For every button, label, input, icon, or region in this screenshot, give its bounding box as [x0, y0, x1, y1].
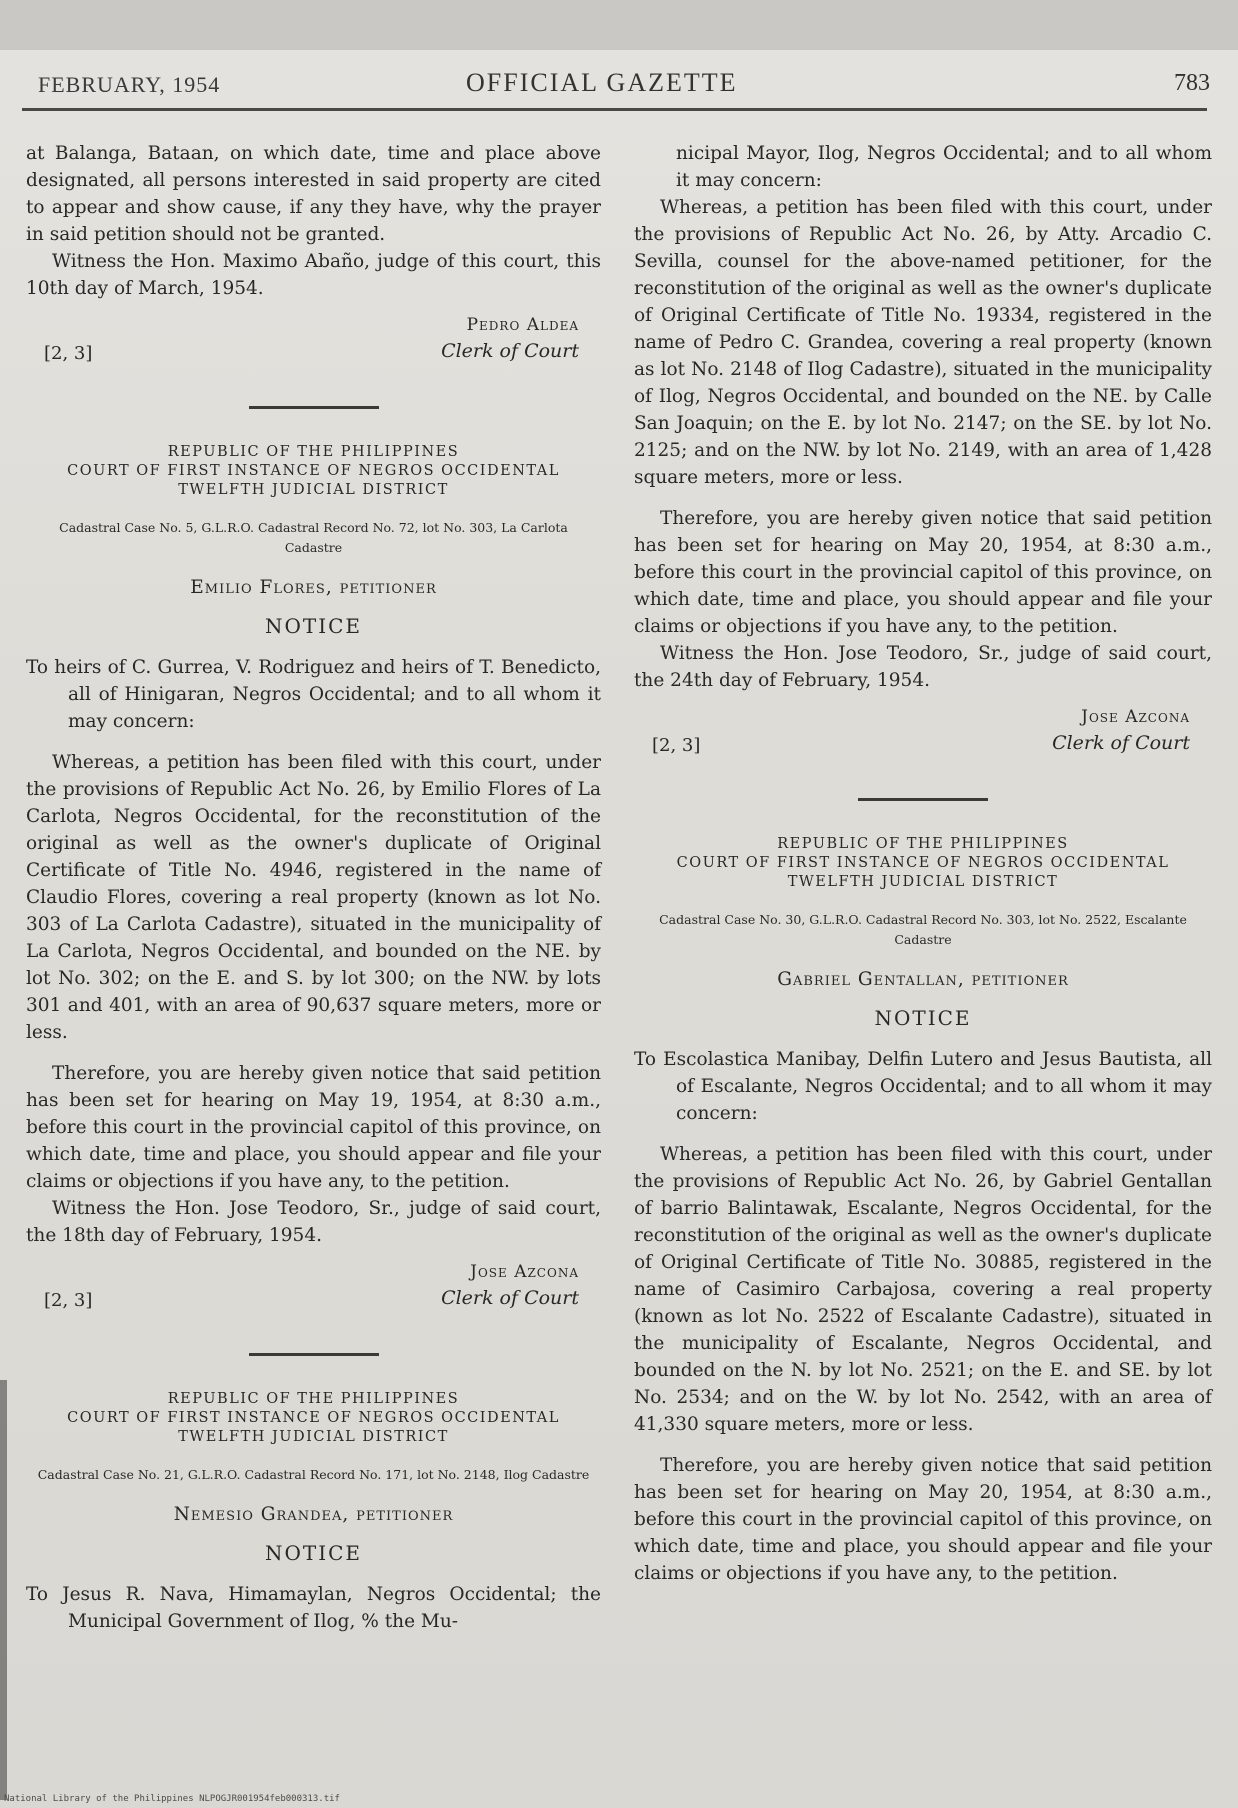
therefore-paragraph: Therefore, you are hereby given notice that said petition has been set for hearing on May 20, 1954, at 8:30 a.m., before this court in the provincial capitol of this province, on which date, time and place, you should appear and file your claims or objections if you have any, to the petition. — [634, 508, 1212, 637]
header-title: OFFICIAL GAZETTE — [466, 68, 738, 97]
signature-title: Clerk of Court — [441, 340, 579, 362]
issue-ref: [2, 3] — [44, 343, 93, 364]
header-date: FEBRUARY, 1954 — [38, 72, 221, 97]
scan-top-band — [0, 0, 1238, 50]
carryover-witness: Witness the Hon. Maximo Abaño, judge of this court, this 10th day of March, 1954. — [26, 251, 601, 299]
signature-title: Clerk of Court — [1052, 732, 1190, 754]
court-line-3: TWELFTH JUDICIAL DISTRICT — [178, 1429, 449, 1445]
notice-heading: NOTICE — [264, 614, 363, 638]
notice-signature — [26, 1259, 601, 1317]
notice-grandea — [26, 1390, 601, 1635]
page-header — [30, 64, 1210, 104]
case-reference: Cadastral Case No. 21, G.L.R.O. Cadastral Record No. 171, lot No. 2148, Ilog Cadastre — [37, 1467, 590, 1482]
header-rule — [22, 108, 1207, 111]
left-column — [26, 140, 601, 1635]
therefore-paragraph: Therefore, you are hereby given notice that said petition has been set for hearing on May 19, 1954, at 8:30 a.m., before this court in the provincial capitol of this province, on which date, time and place, you should appear and file your claims or objections if you have any, to the petition. — [26, 1063, 601, 1192]
notice-addressees-continued: nicipal Mayor, Ilog, Negros Occidental; and to all whom it may concern: — [676, 143, 1212, 191]
court-line-1: REPUBLIC OF THE PHILIPPINES — [777, 836, 1069, 852]
scan-footer: National Library of the Philippines NLPOGJR001954feb000313.tif — [4, 1794, 340, 1804]
notice-heading: NOTICE — [264, 1541, 363, 1565]
section-divider — [858, 798, 988, 801]
notice-heading: NOTICE — [874, 1006, 972, 1030]
therefore-paragraph: Therefore, you are hereby given notice that said petition has been set for hearing on May 20, 1954, at 8:30 a.m., before this court in the provincial capitol of this province, on which date, time and place, you should appear and file your claims or objections if you have any, to the petition. — [634, 1455, 1212, 1584]
court-line-3: TWELFTH JUDICIAL DISTRICT — [178, 482, 449, 498]
notice-gentallan — [634, 835, 1212, 1587]
header-page-number: 783 — [1174, 70, 1210, 96]
whereas-paragraph: Whereas, a petition has been filed with this court, under the provisions of Republic Act No. 26, by Atty. Arcadio C. Sevilla, counsel for the above-named petitioner, for the reconstitution of the original as well as the owner's duplicate of Original Certificate of Title No. 19334, registered in the name of Pedro C. Grandea, covering a real property (known as lot No. 2148 of Ilog Cadastre), situated in the municipality of Ilog, Negros Occidental, and bounded on the NE. by Calle San Joaquin; on the E. by lot No. 2147; on the SE. by lot No. 2125; and on the NW. by lot No. 2149, with an area of 1,428 square meters, more or less. — [634, 197, 1212, 488]
signature-name: Jose Azcona — [470, 1262, 579, 1282]
notice-addressees: To heirs of C. Gurrea, V. Rodriguez and heirs of T. Benedicto, all of Hinigaran, Negros Occidental; and to all whom it may concern: — [26, 657, 601, 732]
witness-paragraph: Witness the Hon. Jose Teodoro, Sr., judge of said court, the 18th day of February, 1954. — [26, 1198, 601, 1246]
whereas-paragraph: Whereas, a petition has been filed with this court, under the provisions of Republic Act No. 26, by Gabriel Gentallan of barrio Balintawak, Escalante, Negros Occidental, for the reconstitution of the original as well as the owner's duplicate of Original Certificate of Title No. 30885, registered in the name of Casimiro Carbajosa, covering a real property (known as lot No. 2522 of Escalante Cadastre), situated in the municipality of Escalante, Negros Occidental, and bounded on the N. by lot No. 2521; on the E. and SE. by lot No. 2534; and on the W. by lot No. 2542, with an area of 41,330 square meters, more or less. — [634, 1144, 1212, 1435]
petitioner-line: Emilio Flores, petitioner — [190, 577, 437, 598]
court-line-3: TWELFTH JUDICIAL DISTRICT — [787, 874, 1059, 890]
court-line-1: REPUBLIC OF THE PHILIPPINES — [167, 1391, 460, 1407]
petitioner-line: Gabriel Gentallan, petitioner — [777, 969, 1069, 990]
witness-paragraph: Witness the Hon. Jose Teodoro, Sr., judge of said court, the 24th day of February, 1954. — [634, 643, 1212, 691]
court-line-2: COURT OF FIRST INSTANCE OF NEGROS OCCIDENTAL — [67, 463, 560, 479]
notice-flores — [26, 443, 601, 1317]
binding-edge — [0, 1380, 7, 1800]
court-line-1: REPUBLIC OF THE PHILIPPINES — [167, 444, 460, 460]
issue-ref: [2, 3] — [44, 1290, 93, 1311]
carryover-paragraph: at Balanga, Bataan, on which date, time and place above designated, all persons interested in said property are cited to appear and show cause, if any they have, why the prayer in said petition should not be granted. — [26, 143, 601, 245]
notice-signature — [634, 704, 1212, 762]
petitioner-line: Nemesio Grandea, petitioner — [173, 1504, 454, 1525]
signature-name: Jose Azcona — [1081, 707, 1190, 727]
section-divider — [249, 1353, 379, 1356]
court-line-2: COURT OF FIRST INSTANCE OF NEGROS OCCIDENTAL — [67, 1410, 560, 1426]
notice-addressees: To Jesus R. Nava, Himamaylan, Negros Occidental; the Municipal Government of Ilog, % the Mu- — [26, 1584, 601, 1632]
carryover-signature — [26, 312, 601, 370]
case-reference: Cadastral Case No. 30, G.L.R.O. Cadastral Record No. 303, lot No. 2522, Escalante Cadastre — [659, 912, 1187, 947]
case-reference: Cadastral Case No. 5, G.L.R.O. Cadastral Record No. 72, lot No. 303, La Carlota Cadastre — [59, 520, 568, 555]
notice-addressees: To Escolastica Manibay, Delfin Lutero and Jesus Bautista, all of Escalante, Negros Occidental; and to all whom it may concern: — [634, 1049, 1212, 1124]
signature-title: Clerk of Court — [441, 1287, 579, 1309]
signature-name: Pedro Aldea — [466, 315, 579, 335]
court-line-2: COURT OF FIRST INSTANCE OF NEGROS OCCIDENTAL — [676, 855, 1170, 871]
issue-ref: [2, 3] — [652, 735, 701, 756]
section-divider — [249, 406, 379, 409]
whereas-paragraph: Whereas, a petition has been filed with this court, under the provisions of Republic Act No. 26, by Emilio Flores of La Carlota, Negros Occidental, for the reconstitution of the original as well as the owner's duplicate of Original Certificate of Title No. 4946, registered in the name of Claudio Flores, covering a real property (known as lot No. 303 of La Carlota Cadastre), situated in the municipality of La Carlota, Negros Occidental, and bounded on the NE. by lot No. 302; on the E. and S. by lot 300; on the NW. by lots 301 and 401, with an area of 90,637 square meters, more or less. — [26, 752, 601, 1043]
right-column — [634, 140, 1212, 1587]
